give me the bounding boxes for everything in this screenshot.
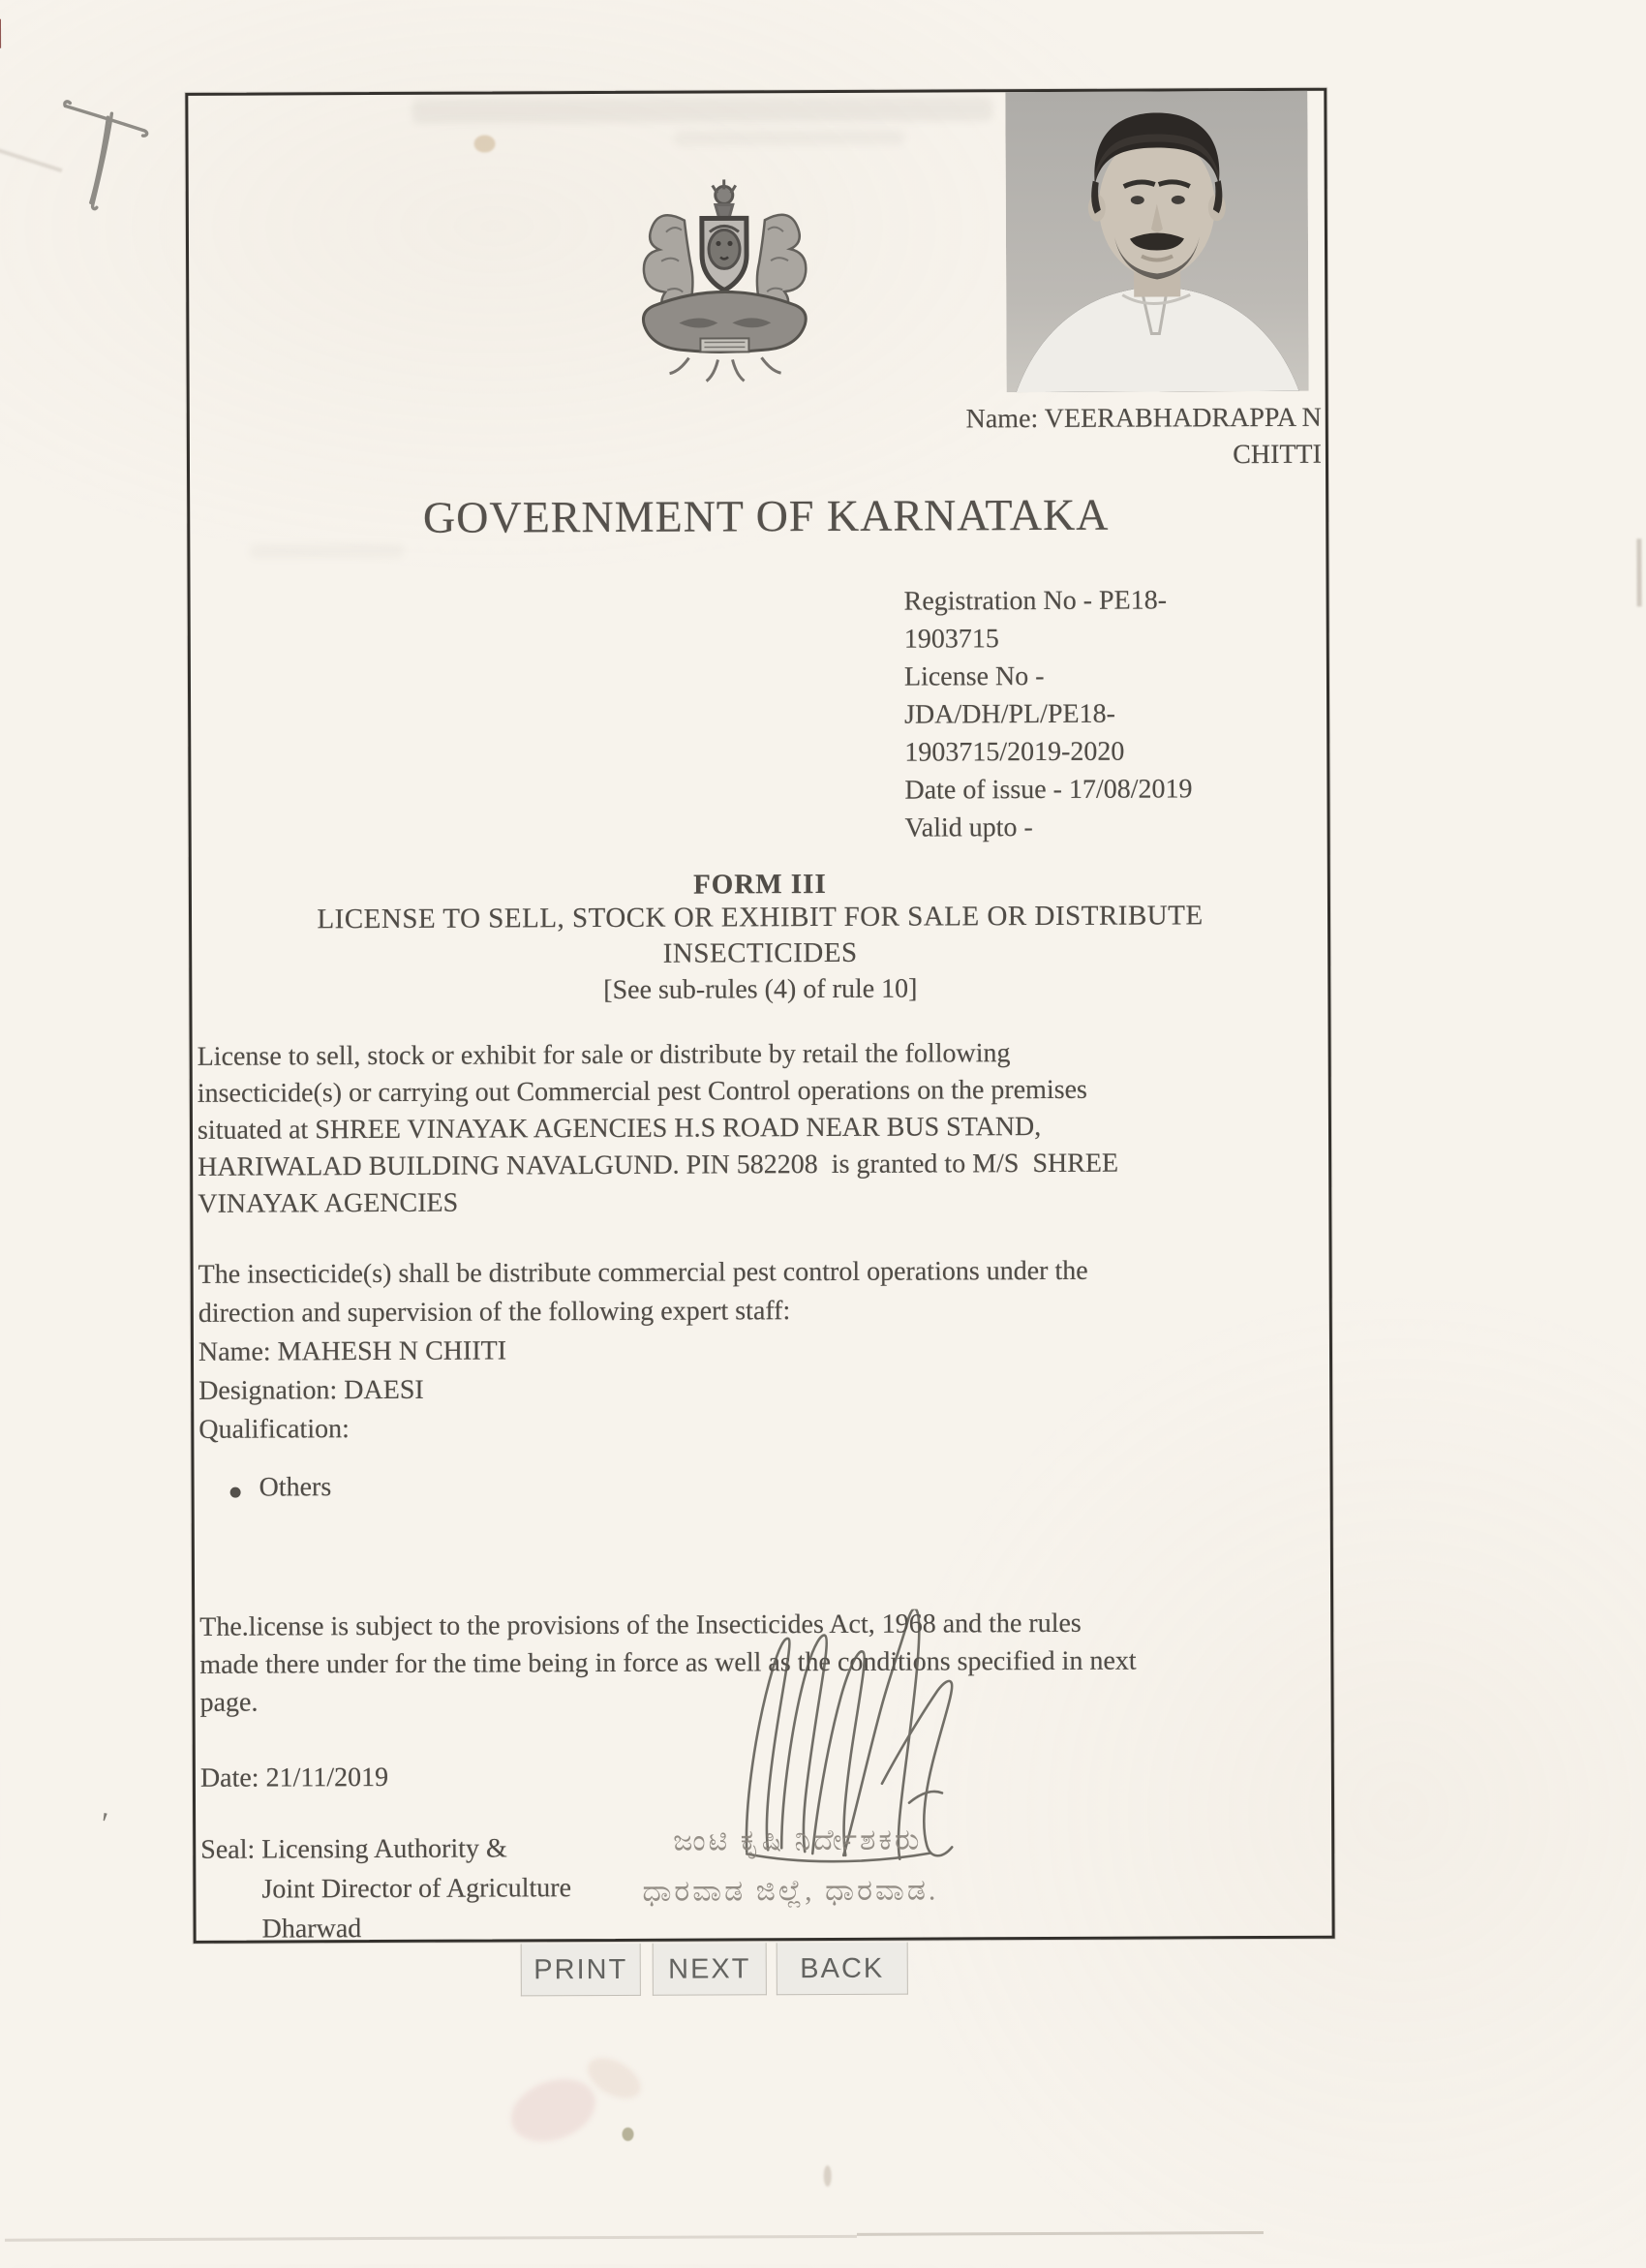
bleed-through-artifact: [249, 544, 404, 559]
seal-line2: Joint Director of Agriculture: [261, 1873, 572, 1905]
staff-qualification: Qualification:: [198, 1414, 350, 1445]
grant-paragraph-line: License to sell, stock or exhibit for sale or distribute by retail the following: [197, 1038, 1011, 1072]
print-button[interactable]: PRINT: [521, 1944, 641, 1997]
staff-designation: Designation: DAESI: [198, 1374, 424, 1406]
stamp-text-line1: ಜಂಟಿ ಕೃಷಿ ನಿರ್ದೇಶಕರು: [673, 1824, 923, 1857]
scan-edge-line: [857, 2231, 1264, 2236]
holder-name-line1: Name: VEERABHADRAPPA N: [965, 402, 1322, 435]
qualification-option: Others: [259, 1472, 332, 1503]
registration-no-line2: 1903715: [903, 624, 999, 655]
bullet-icon: [230, 1487, 241, 1498]
pen-tick-mark: ': [95, 1806, 110, 1843]
provisions-line: The.license is subject to the provisions of the Insecticides Act, 1968 and the rules: [199, 1608, 1082, 1642]
bleed-through-artifact: [673, 130, 905, 146]
page-title: GOVERNMENT OF KARNATAKA: [422, 489, 1110, 542]
next-button[interactable]: NEXT: [653, 1943, 767, 1996]
seal-line3: Dharwad: [261, 1914, 362, 1945]
handwritten-t-mark: [51, 92, 159, 218]
provisions-line: page.: [199, 1687, 259, 1718]
staff-paragraph-line: direction and supervision of the following expert staff:: [198, 1296, 791, 1329]
registration-no-line1: Registration No - PE18-: [903, 585, 1168, 617]
scan-edge-mark: [0, 19, 1, 48]
license-holder-photo: [1005, 91, 1308, 392]
seal-line1: Seal: Licensing Authority &: [200, 1833, 507, 1865]
stain-artifact: [474, 135, 496, 152]
valid-upto: Valid upto -: [904, 812, 1033, 843]
license-no-line2: 1903715/2019-2020: [904, 736, 1125, 768]
form-heading-line1: LICENSE TO SELL, STOCK OR EXHIBIT FOR SALE OR DISTRIBUTE: [317, 900, 1204, 935]
speck-artifact: [622, 2128, 633, 2141]
scan-edge-mark: [1636, 538, 1641, 606]
grant-paragraph-line: HARIWALAD BUILDING NAVALGUND. PIN 582208 is granted to M/S SHREE: [198, 1148, 1119, 1182]
holder-name-line2: CHITTI: [1233, 439, 1323, 471]
form-number: FORM III: [692, 868, 827, 901]
license-no-label: License No -: [903, 660, 1045, 692]
scan-edge-line: [5, 2235, 857, 2242]
back-button[interactable]: BACK: [777, 1943, 908, 1996]
license-no-line1: JDA/DH/PL/PE18-: [904, 698, 1115, 730]
staff-name: Name: MAHESH N CHIITI: [198, 1335, 507, 1367]
form-heading-line2: INSECTICIDES: [662, 936, 858, 969]
smudge-artifact: [503, 2069, 604, 2153]
provisions-line: made there under for the time being in force as well as the conditions specified in next: [199, 1645, 1137, 1680]
date-of-issue: Date of issue - 17/08/2019: [904, 774, 1193, 806]
grant-paragraph-line: situated at SHREE VINAYAK AGENCIES H.S ROAD NEAR BUS STAND,: [197, 1112, 1042, 1146]
grant-paragraph-line: insecticide(s) or carrying out Commercial pest Control operations on the premises: [197, 1074, 1087, 1109]
form-subrule: [See sub-rules (4) of rule 10]: [603, 973, 918, 1005]
karnataka-emblem-icon: [621, 177, 830, 389]
speck-artifact: [824, 2165, 832, 2187]
staff-paragraph-line: The insecticide(s) shall be distribute commercial pest control operations under the: [198, 1255, 1088, 1290]
issue-date-line: Date: 21/11/2019: [199, 1762, 389, 1793]
bleed-through-artifact: [412, 96, 992, 124]
stamp-text-line2: ಧಾರವಾಡ ಜಿಲ್ಲೆ, ಧಾರವಾಡ.: [642, 1874, 939, 1908]
grant-paragraph-line: VINAYAK AGENCIES: [198, 1187, 459, 1219]
